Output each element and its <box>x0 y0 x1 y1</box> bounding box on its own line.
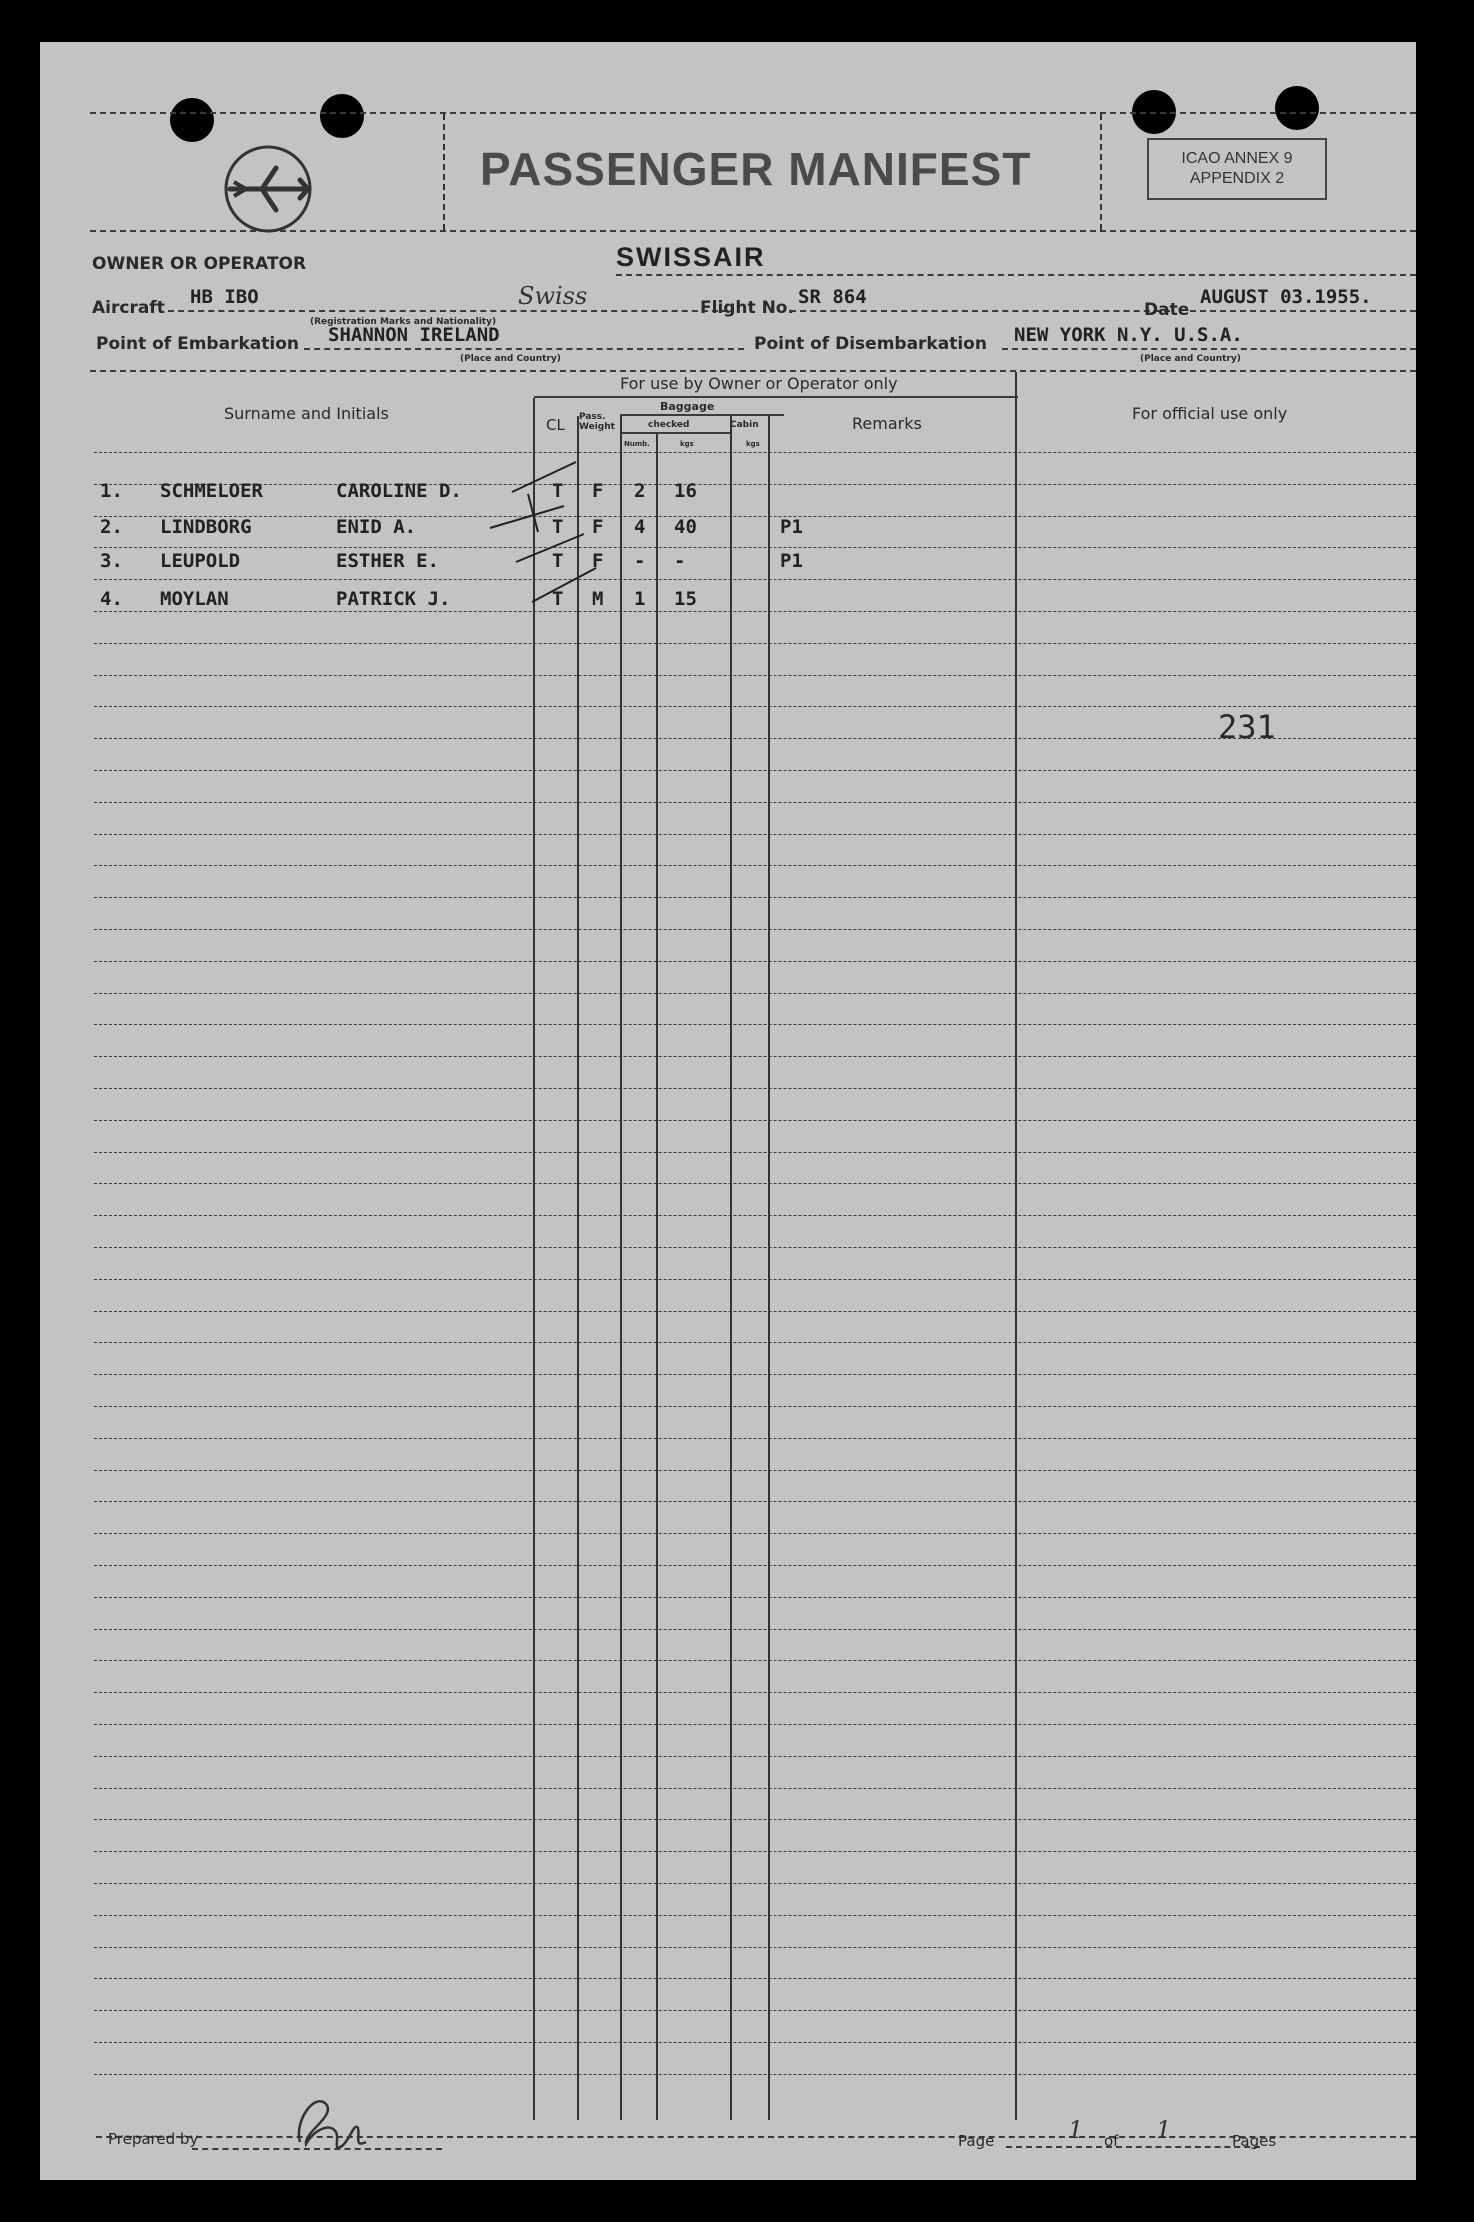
disembarkation-note: (Place and Country) <box>1140 354 1241 364</box>
ruled-line <box>94 993 1416 994</box>
operator-name: SWISSAIR <box>616 242 766 272</box>
passenger-surname: MOYLAN <box>160 588 229 610</box>
ruled-line <box>94 961 1416 962</box>
header-top-line <box>90 112 1416 114</box>
form-title: PASSENGER MANIFEST <box>480 143 1032 195</box>
ruled-line <box>94 834 1416 835</box>
passenger-given-names: CAROLINE D. <box>336 480 462 502</box>
embarkation-note: (Place and Country) <box>460 354 561 364</box>
ruled-line <box>94 1533 1416 1534</box>
row-number: 1. <box>100 480 123 502</box>
of-label: of <box>1104 2132 1119 2150</box>
ruled-line <box>94 1756 1416 1757</box>
baggage-header: Baggage <box>660 400 715 413</box>
embarkation-place: SHANNON IRELAND <box>328 324 500 346</box>
passenger-surname: LINDBORG <box>160 516 252 538</box>
ruled-line <box>94 643 1416 644</box>
airline-logo-icon <box>216 144 320 234</box>
cabin-kgs-header: kgs <box>746 440 760 448</box>
ruled-line <box>94 516 1416 517</box>
ruled-line <box>94 1183 1416 1184</box>
registration-note: (Registration Marks and Nationality) <box>310 317 497 327</box>
ruled-line <box>94 1215 1416 1216</box>
flight-number: SR 864 <box>798 286 867 308</box>
date-line <box>1190 310 1416 312</box>
ruled-line <box>94 1915 1416 1916</box>
surname-header: Surname and Initials <box>224 404 389 423</box>
column-rule <box>730 416 732 2120</box>
ruled-line <box>94 1311 1416 1312</box>
baggage-pieces: 1 <box>634 588 646 610</box>
passenger-class: T <box>552 516 564 538</box>
passenger-remarks: P1 <box>780 550 803 572</box>
icao-reference-box <box>1147 138 1327 200</box>
punch-hole <box>170 98 214 142</box>
pages-label: Pages <box>1232 2132 1277 2150</box>
kgs-header: kgs <box>680 440 694 448</box>
number-header: Numb. <box>624 440 650 448</box>
baggage-pieces: 2 <box>634 480 646 502</box>
passenger-remarks: P1 <box>780 516 803 538</box>
ruled-line <box>94 579 1416 580</box>
ruled-line <box>94 2010 1416 2011</box>
passenger-weight-category: F <box>592 516 604 538</box>
ruled-line <box>94 1056 1416 1057</box>
prepared-by-label: Prepared by <box>108 2130 199 2148</box>
aircraft-handwritten-note: Swiss <box>518 282 588 310</box>
ruled-line <box>94 1597 1416 1598</box>
ruled-line <box>94 770 1416 771</box>
checked-line <box>620 432 730 434</box>
row-number: 2. <box>100 516 123 538</box>
ruled-line <box>94 1279 1416 1280</box>
ruled-line <box>94 1692 1416 1693</box>
baggage-kgs: - <box>674 550 686 572</box>
baggage-line <box>620 414 784 416</box>
ruled-line <box>94 897 1416 898</box>
column-rule <box>768 416 770 2120</box>
date-label: Date <box>1144 300 1190 320</box>
icao-annex: ICAO ANNEX 9 <box>1181 150 1293 167</box>
owner-line <box>616 274 1416 276</box>
page-number: 1 <box>1068 2116 1084 2144</box>
page-total: 1 <box>1156 2116 1172 2144</box>
aircraft-label: Aircraft <box>92 298 165 318</box>
icao-appendix: APPENDIX 2 <box>1189 170 1285 187</box>
punch-hole <box>320 94 364 138</box>
cabin-header: Cabin <box>730 420 759 430</box>
header-divider <box>443 114 445 230</box>
table-top-line <box>90 370 1416 372</box>
ruled-line <box>94 2042 1416 2043</box>
passenger-given-names: ESTHER E. <box>336 550 439 572</box>
owner-use-header: For use by Owner or Operator only <box>620 374 898 393</box>
ruled-line <box>94 1660 1416 1661</box>
ruled-line <box>94 1947 1416 1948</box>
ruled-line <box>94 706 1416 707</box>
baggage-kgs: 40 <box>674 516 697 538</box>
manifest-sheet <box>40 42 1416 2180</box>
aircraft-registration: HB IBO <box>190 286 259 308</box>
ruled-line <box>94 1374 1416 1375</box>
ruled-line <box>94 865 1416 866</box>
disembarkation-line <box>1002 348 1416 350</box>
ruled-line <box>94 1120 1416 1121</box>
ruled-line <box>94 1788 1416 1789</box>
ruled-line <box>94 1565 1416 1566</box>
ruled-line <box>94 1978 1416 1979</box>
ruled-line <box>94 1851 1416 1852</box>
column-rule <box>656 434 658 2120</box>
punch-hole <box>1275 86 1319 130</box>
baggage-pieces: - <box>634 550 646 572</box>
column-rule <box>577 416 579 2120</box>
official-header: For official use only <box>1132 404 1288 423</box>
ruled-line <box>94 1629 1416 1630</box>
pass-weight-header: Pass. Weight <box>579 412 615 432</box>
flight-line <box>790 310 1170 312</box>
passenger-weight-category: M <box>592 588 604 610</box>
disembarkation-label: Point of Disembarkation <box>754 334 987 354</box>
column-rule <box>1015 372 1017 2120</box>
ruled-line <box>94 929 1416 930</box>
preparer-signature <box>284 2082 374 2162</box>
ruled-line <box>94 1724 1416 1725</box>
owner-label: OWNER OR OPERATOR <box>92 254 307 274</box>
remarks-header: Remarks <box>852 414 922 433</box>
checked-header: checked <box>648 420 690 430</box>
ruled-line <box>94 484 1416 485</box>
disembarkation-place: NEW YORK N.Y. U.S.A. <box>1014 324 1243 346</box>
ruled-line <box>94 1501 1416 1502</box>
ruled-line <box>94 452 1416 453</box>
ruled-line <box>94 1024 1416 1025</box>
official-annotation: 231 <box>1218 708 1276 746</box>
owner-use-line <box>534 396 1018 398</box>
baggage-pieces: 4 <box>634 516 646 538</box>
ruled-line <box>94 802 1416 803</box>
ruled-line <box>94 2074 1416 2075</box>
column-rule <box>620 416 622 2120</box>
flight-label: Flight No. <box>700 298 794 318</box>
ruled-line <box>94 1470 1416 1471</box>
ruled-line <box>94 675 1416 676</box>
ruled-line <box>94 1406 1416 1407</box>
passenger-given-names: PATRICK J. <box>336 588 451 610</box>
embarkation-label: Point of Embarkation <box>96 334 299 354</box>
passenger-class: T <box>552 480 564 502</box>
ruled-line <box>94 611 1416 612</box>
header-divider <box>1100 114 1102 230</box>
passenger-surname: LEUPOLD <box>160 550 241 572</box>
row-number: 3. <box>100 550 123 572</box>
ruled-line <box>94 1152 1416 1153</box>
passenger-weight-category: F <box>592 480 604 502</box>
ruled-line <box>94 547 1416 548</box>
ruled-line <box>94 1247 1416 1248</box>
ruled-line <box>94 1883 1416 1884</box>
ruled-line <box>94 1438 1416 1439</box>
passenger-surname: SCHMELOER <box>160 480 263 502</box>
flight-date: AUGUST 03.1955. <box>1200 286 1372 308</box>
aircraft-line <box>168 310 728 312</box>
passenger-class: T <box>552 550 564 572</box>
column-rule <box>533 398 535 2120</box>
baggage-kgs: 16 <box>674 480 697 502</box>
ruled-line <box>94 1342 1416 1343</box>
page-label: Page <box>958 2132 995 2150</box>
passenger-weight-category: F <box>592 550 604 572</box>
ruled-line <box>94 1088 1416 1089</box>
baggage-kgs: 15 <box>674 588 697 610</box>
row-number: 4. <box>100 588 123 610</box>
tick-marks <box>480 432 630 632</box>
passenger-class: T <box>552 588 564 610</box>
embarkation-line <box>304 348 744 350</box>
passenger-given-names: ENID A. <box>336 516 417 538</box>
ruled-line <box>94 1819 1416 1820</box>
class-header: CL <box>546 416 565 434</box>
